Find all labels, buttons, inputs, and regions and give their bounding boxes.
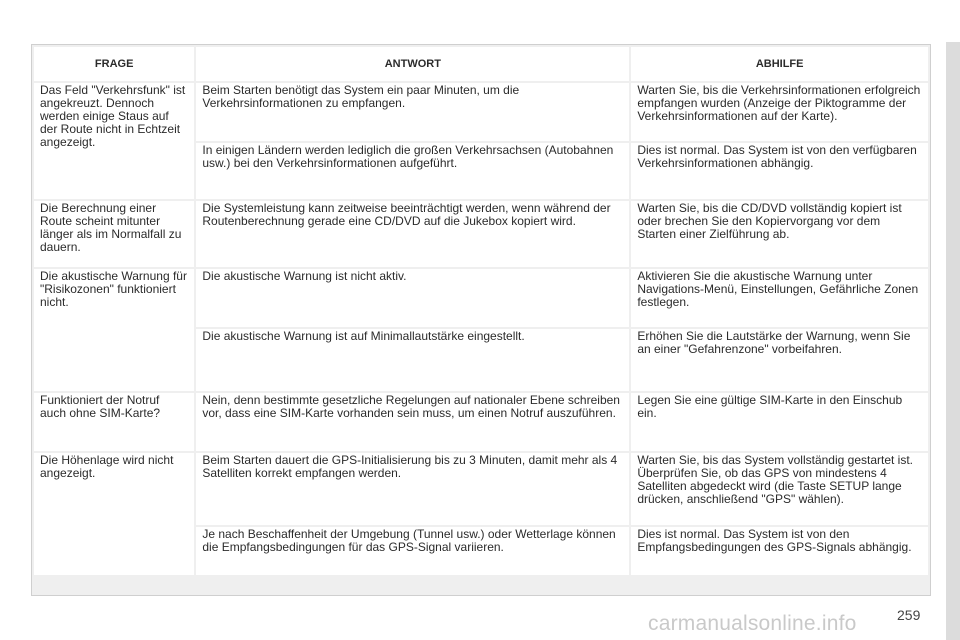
table-row — [34, 83, 928, 141]
question-cell: Die akustische Warnung für "Risikozonen" funktioniert nicht. — [34, 269, 194, 391]
answer-cell: Nein, denn bestimmte gesetzliche Regelungen auf nationaler Ebene schreiben vor, dass eine SIM-Karte vorhanden sein muss, um einen Notruf auszuführen. — [196, 393, 629, 451]
remedy-cell: Legen Sie eine gültige SIM-Karte in den Einschub ein. — [631, 393, 928, 451]
answer-cell: Beim Starten dauert die GPS-Initialisierung bis zu 3 Minuten, damit mehr als 4 Satelliten korrekt empfangen werden. — [196, 453, 629, 525]
header-antwort: ANTWORT — [196, 47, 629, 81]
answer-cell: Je nach Beschaffenheit der Umgebung (Tunnel usw.) oder Wetterlage können die Empfangsbedingungen für das GPS-Signal variieren. — [196, 527, 629, 575]
answer-cell: Die Systemleistung kann zeitweise beeinträchtigt werden, wenn während der Routenberechnung gerade eine CD/DVD auf die Jukebox kopiert wird. — [196, 201, 629, 267]
remedy-cell: Aktivieren Sie die akustische Warnung unter Navigations-Menü, Einstellungen, Gefährliche Zonen festlegen. — [631, 269, 928, 327]
page-number: 259 — [897, 607, 921, 623]
answer-cell: Die akustische Warnung ist nicht aktiv. — [196, 269, 629, 327]
watermark: carmanualsonline.info — [648, 612, 857, 635]
question-cell: Die Höhenlage wird nicht angezeigt. — [34, 453, 194, 575]
faq-table-frame — [31, 44, 931, 596]
header-abhilfe: ABHILFE — [631, 47, 928, 81]
question-cell: Die Berechnung einer Route scheint mitunter länger als im Normalfall zu dauern. — [34, 201, 194, 267]
table-row — [34, 393, 928, 451]
answer-cell: In einigen Ländern werden lediglich die großen Verkehrsachsen (Autobahnen usw.) bei den Verkehrsinformationen aufgeführt. — [196, 143, 629, 199]
answer-cell: Beim Starten benötigt das System ein paar Minuten, um die Verkehrsinformationen zu empfangen. — [196, 83, 629, 141]
table-row — [34, 453, 928, 525]
question-cell: Funktioniert der Notruf auch ohne SIM-Karte? — [34, 393, 194, 451]
remedy-cell: Warten Sie, bis die Verkehrsinformationen erfolgreich empfangen wurden (Anzeige der Piktogramme der Verkehrsinformationen auf der Karte). — [631, 83, 928, 141]
remedy-cell: Dies ist normal. Das System ist von den verfügbaren Verkehrsinformationen abhängig. — [631, 143, 928, 199]
table-row — [34, 269, 928, 327]
remedy-cell: Dies ist normal. Das System ist von den Empfangsbedingungen des GPS-Signals abhängig. — [631, 527, 928, 575]
faq-table — [32, 45, 930, 577]
remedy-cell: Warten Sie, bis die CD/DVD vollständig kopiert ist oder brechen Sie den Kopiervorgang vor dem Starten einer Zielführung ab. — [631, 201, 928, 267]
remedy-cell: Erhöhen Sie die Lautstärke der Warnung, wenn Sie an einer "Gefahrenzone" vorbeifahren. — [631, 329, 928, 391]
page-side-bar — [946, 42, 960, 640]
remedy-cell: Warten Sie, bis das System vollständig gestartet ist. Überprüfen Sie, ob das GPS von mindestens 4 Satelliten abgedeckt wird (die Taste SETUP lange drücken, anschließend "GPS" wählen). — [631, 453, 928, 525]
header-row — [34, 47, 928, 81]
question-cell: Das Feld "Verkehrsfunk" ist angekreuzt. Dennoch werden einige Staus auf der Route nicht in Echtzeit angezeigt. — [34, 83, 194, 199]
table-row — [34, 201, 928, 267]
answer-cell: Die akustische Warnung ist auf Minimallautstärke eingestellt. — [196, 329, 629, 391]
header-frage: FRAGE — [34, 47, 194, 81]
